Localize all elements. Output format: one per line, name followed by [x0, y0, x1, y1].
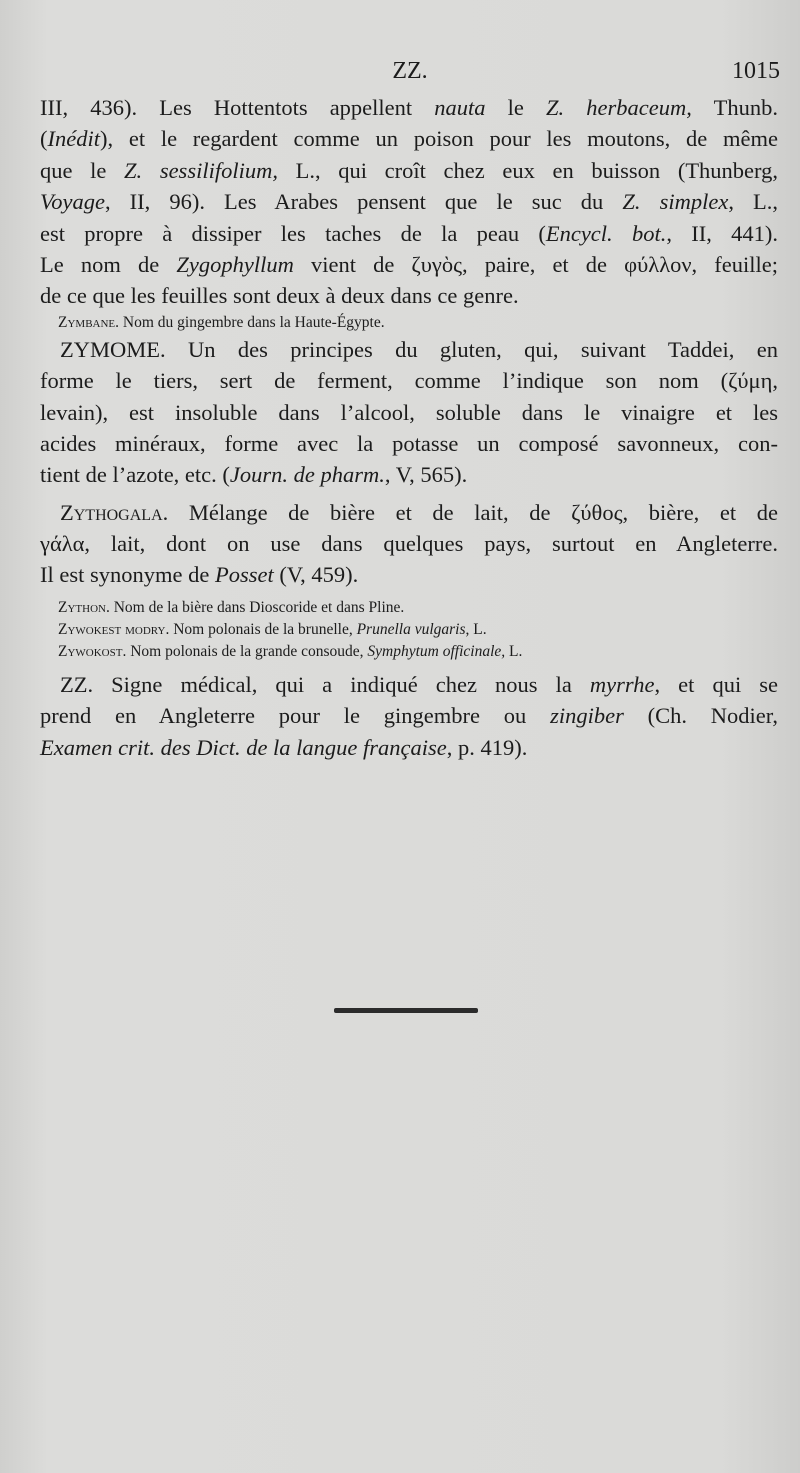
- zygophyllum-continuation: [40, 92, 778, 312]
- entry-zymome: [40, 334, 778, 491]
- running-head: [40, 58, 780, 88]
- entry-zz: [40, 669, 778, 763]
- text-line: levain), est insoluble dans l’alcool, soluble dans le vinaigre et les: [40, 399, 778, 425]
- entry-zythogala: [40, 497, 778, 591]
- running-title: ZZ.: [392, 58, 428, 84]
- text-line: γάλα, lait, dont on use dans quelques pays, surtout en Angleterre.: [40, 531, 778, 557]
- text-line: (Inédit), et le regardent comme un poison pour les moutons, de même: [40, 126, 778, 152]
- entry-zython: Zython. Nom de la bière dans Dioscoride et dans Pline.: [58, 598, 405, 616]
- text-line: prend en Angleterre pour le gingembre ou zingiber (Ch. Nodier,: [40, 703, 778, 729]
- page-number: 1015: [732, 58, 780, 84]
- text-line: tient de l’azote, etc. (Journ. de pharm., V, 565).: [40, 462, 468, 488]
- text-line: est propre à dissiper les taches de la peau (Encycl. bot., II, 441).: [40, 220, 778, 246]
- text-line: Examen crit. des Dict. de la langue française, p. 419).: [40, 734, 528, 760]
- text-line: ZZ. Signe médical, qui a indiqué chez nous la myrrhe, et qui se: [60, 671, 778, 697]
- end-rule-divider: [334, 1008, 478, 1013]
- text-line: III, 436). Les Hottentots appellent nauta le Z. herbaceum, Thunb.: [40, 95, 778, 120]
- text-line: Le nom de Zygophyllum vient de ζυγὸς, paire, et de φύλλον, feuille;: [40, 251, 778, 277]
- text-line: Il est synonyme de Posset (V, 459).: [40, 562, 359, 588]
- text-line: Zythogala. Mélange de bière et de lait, de ζύθος, bière, et de: [60, 499, 778, 525]
- entry-zymbane: Zymbane. Nom du gingembre dans la Haute-Égypte.: [58, 313, 385, 331]
- entry-zywokost: Zywokost. Nom polonais de la grande consoude, Symphytum officinale, L.: [58, 642, 523, 660]
- text-line: forme le tiers, sert de ferment, comme l’indique son nom (ζύμη,: [40, 368, 778, 394]
- text-line: de ce que les feuilles sont deux à deux dans ce genre.: [40, 283, 519, 309]
- text-line: que le Z. sessilifolium, L., qui croît chez eux en buisson (Thunberg,: [40, 157, 779, 183]
- text-line: ZYMOME. Un des principes du gluten, qui, suivant Taddei, en: [60, 336, 778, 362]
- entry-zywokest: Zywokest modry. Nom polonais de la brunelle, Prunella vulgaris, L.: [58, 620, 487, 638]
- text-line: Voyage, II, 96). Les Arabes pensent que le suc du Z. simplex, L.,: [40, 189, 778, 215]
- dictionary-text: [40, 92, 778, 763]
- text-line: acides minéraux, forme avec la potasse un composé savonneux, con-: [40, 430, 778, 456]
